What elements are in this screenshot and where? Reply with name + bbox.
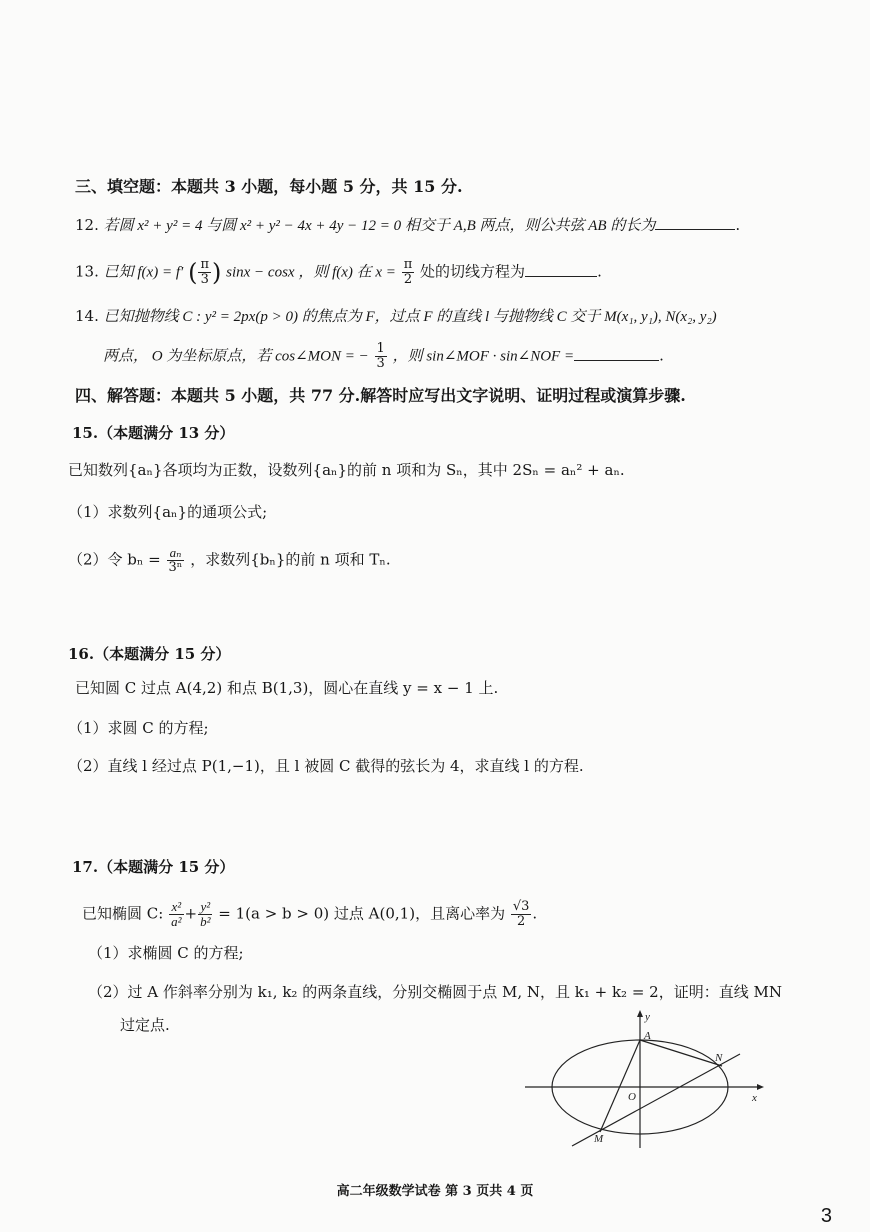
label-m: M <box>594 1133 604 1145</box>
q17-part-2: （2）过 A 作斜率分别为 k₁, k₂ 的两条直线，分别交椭圆于点 M, N，且 k₁ + k₂ = 2，证明：直线 MN <box>88 983 782 1001</box>
q13-fraction: $\frac{\pi}{3}$ <box>200 257 209 287</box>
q17-y-fraction: $\frac{\text{y²}}{\text{b²}}$ <box>200 899 211 929</box>
q14-line1: 已知抛物线 C : y² = 2px(p > 0) 的焦点为 F，过点 F 的直线 l 与抛物线 C 交于 M(x₁, y₁), N(x₂, y₂) <box>103 309 717 325</box>
q14-cos-fraction: $\frac{1}{3}$ <box>376 341 385 371</box>
q17-x-fraction: $\frac{\text{x²}}{\text{a²}}$ <box>171 899 182 929</box>
q17-stem <box>82 900 537 929</box>
question-14-line-2 <box>103 342 664 371</box>
q15-part-1: （1）求数列{aₙ}的通项公式; <box>68 503 268 521</box>
q13-pre: 已知 f(x) = f′ <box>103 264 184 281</box>
label-x: x <box>752 1092 757 1104</box>
label-a: A <box>644 1030 651 1042</box>
q14-number: 14. <box>75 307 99 325</box>
page-number: 3 <box>820 1205 832 1227</box>
question-14-line-1 <box>75 306 717 327</box>
q14-answer-blank <box>574 346 659 361</box>
q15-title: 15.（本题满分 13 分） <box>72 424 235 442</box>
question-13 <box>75 258 602 287</box>
q14-end: . <box>659 346 664 365</box>
q14-line2-pre: 两点， O 为坐标原点，若 cos∠MON = − <box>103 348 369 365</box>
q17-stem-end: . <box>532 904 538 923</box>
label-n: N <box>715 1052 723 1064</box>
q13-number: 13. <box>75 262 99 281</box>
q15-p2-pre: （2）令 bₙ = <box>68 550 161 569</box>
q15-b-fraction: $\frac{\text{aₙ}}{\text{3ⁿ}}$ <box>168 545 183 575</box>
q15-stem: 已知数列{aₙ}各项均为正数，设数列{aₙ}的前 n 项和为 Sₙ，其中 2Sₙ = aₙ² + aₙ. <box>68 461 625 479</box>
label-o: O <box>628 1091 636 1103</box>
q16-part-2: （2）直线 l 经过点 P(1,−1)，且 l 被圆 C 截得的弦长为 4，求直线 l 的方程. <box>68 757 584 775</box>
section-3-heading: 三、填空题：本题共 3 小题，每小题 5 分，共 15 分. <box>75 177 463 196</box>
q13-answer-blank <box>525 262 597 277</box>
q13-end: . <box>597 262 602 281</box>
q13-mid: sinx − cosx ，则 f(x) 在 x = <box>226 264 396 281</box>
q17-part-2-cont: 过定点. <box>120 1016 170 1034</box>
y-axis-arrow <box>637 1010 643 1017</box>
q17-title: 17.（本题满分 15 分） <box>72 858 235 876</box>
q14-line2-post: ，则 sin∠MOF · sin∠NOF = <box>392 348 575 365</box>
q13-left-paren: ( <box>188 258 198 287</box>
q15-part-2 <box>68 546 391 575</box>
ellipse-figure <box>520 1008 770 1153</box>
q13-post: 处的切线方程为 <box>420 262 526 281</box>
q16-part-1: （1）求圆 C 的方程; <box>68 719 209 737</box>
q17-stem-mid: = 1(a > b > 0) 过点 A(0,1)，且离心率为 <box>218 904 506 923</box>
q13-right-paren: ) <box>211 258 222 287</box>
q15-p2-post: ，求数列{bₙ}的前 n 项和 Tₙ. <box>190 550 391 569</box>
q12-text: 若圆 x² + y² = 4 与圆 x² + y² − 4x + 4y − 12 = 0 相交于 A,B 两点，则公共弦 AB 的长为 <box>103 218 656 234</box>
section-4-heading: 四、解答题：本题共 5 小题，共 77 分.解答时应写出文字说明、证明过程或演算步骤. <box>75 386 686 405</box>
q12-answer-blank <box>655 215 735 230</box>
x-axis-arrow <box>757 1084 764 1090</box>
q13-x-fraction: $\frac{\pi}{2}$ <box>403 257 413 287</box>
question-12 <box>75 215 740 236</box>
label-y: y <box>645 1011 650 1023</box>
q17-eccentricity-fraction: $\frac{√3}{2}$ <box>512 899 530 929</box>
q12-number: 12. <box>75 216 99 234</box>
q17-part-1: （1）求椭圆 C 的方程; <box>88 944 244 962</box>
line-an <box>640 1040 722 1066</box>
q16-title: 16.（本题满分 15 分） <box>68 645 231 663</box>
q16-stem: 已知圆 C 过点 A(4,2) 和点 B(1,3)，圆心在直线 y = x − 1 上. <box>75 679 499 697</box>
q12-end: . <box>735 216 741 234</box>
page-footer: 高二年级数学试卷 第 3 页共 4 页 <box>336 1184 534 1199</box>
q17-stem-pre: 已知椭圆 C: <box>82 904 164 923</box>
q17-plus: + <box>184 904 198 923</box>
line-am <box>600 1040 640 1132</box>
